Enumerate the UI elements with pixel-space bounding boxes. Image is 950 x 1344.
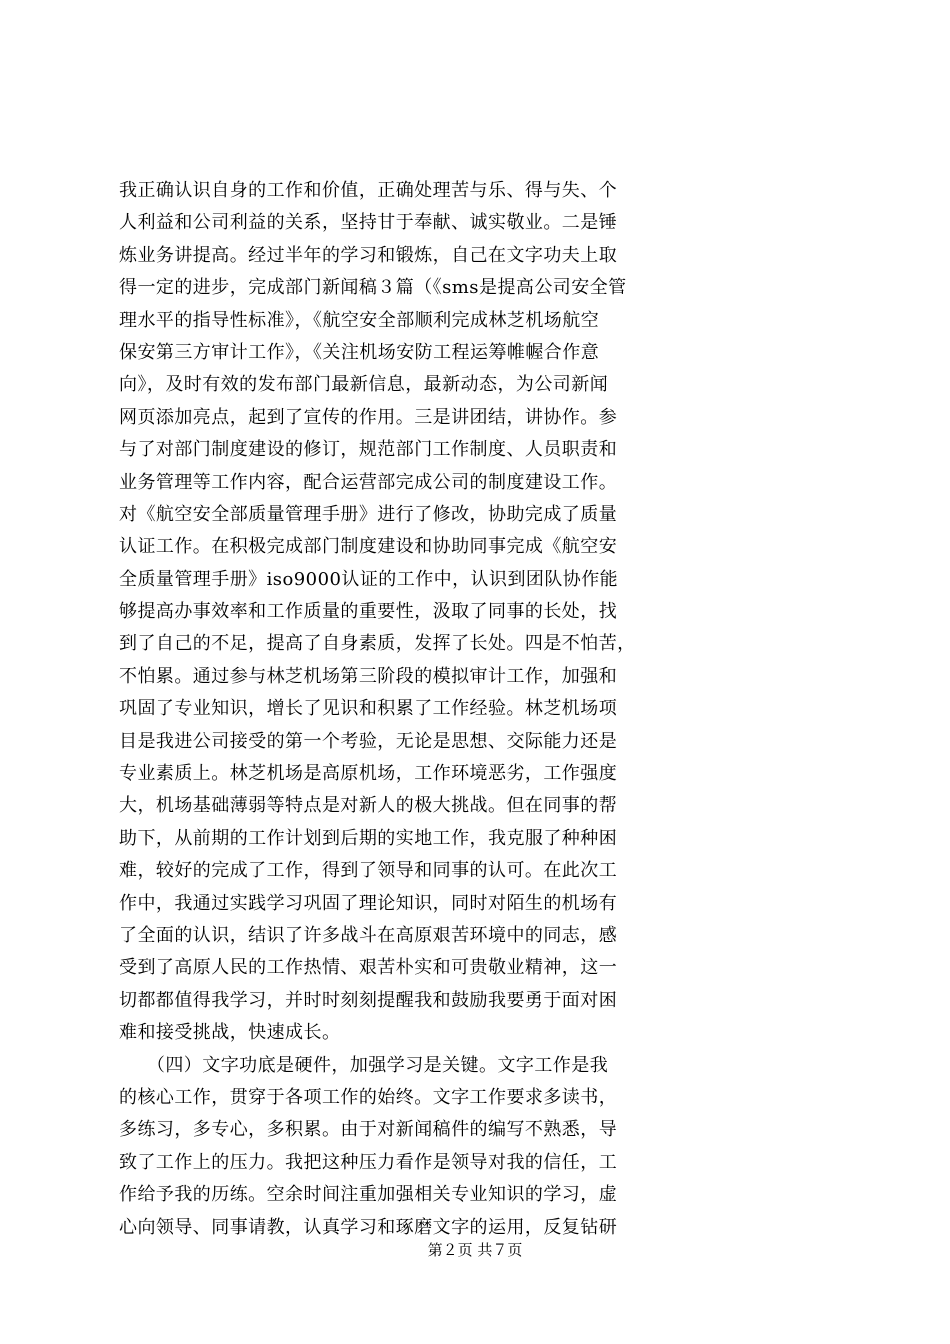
text-line: 理水平的指导性标准》，《航空安全部顺利完成林芝机场航空 [119,309,600,331]
text-line: 心向领导、同事请教，认真学习和琢磨文字的运用，反复钻研 [119,1216,618,1238]
text-line: 认证工作。在积极完成部门制度建设和协助同事完成《航空安 [119,536,618,558]
text-line: 致了工作上的压力。我把这种压力看作是领导对我的信任，工 [119,1151,618,1173]
text-line: 炼业务讲提高。经过半年的学习和锻炼，自己在文字功夫上取 [119,244,618,266]
text-line: 作给予我的历练。空余时间注重加强相关专业知识的学习，虚 [119,1184,618,1206]
text-line: 目是我进公司接受的第一个考验，无论是思想、交际能力还是 [119,730,618,752]
text-line: 切都都值得我学习，并时时刻刻提醒我和鼓励我要勇于面对困 [119,989,618,1011]
text-line: 不怕累。通过参与林芝机场第三阶段的模拟审计工作，加强和 [119,665,618,687]
text-line: 网页添加亮点，起到了宣传的作用。三是讲团结，讲协作。参 [119,406,618,428]
text-line: 向》，及时有效的发布部门最新信息，最新动态，为公司新闻 [119,374,609,396]
text-line: 巩固了专业知识，增长了见识和积累了工作经验。林芝机场项 [119,698,618,720]
text-line: 多练习，多专心，多积累。由于对新闻稿件的编写不熟悉，导 [119,1119,618,1141]
page-footer: 第２页 共７页 [427,1241,523,1259]
text-line: 对《航空安全部质量管理手册》进行了修改，协助完成了质量 [119,503,618,525]
text-line: 与了对部门制度建设的修订，规范部门工作制度、人员职责和 [119,439,618,461]
text-line: 业务管理等工作内容，配合运营部完成公司的制度建设工作。 [119,471,618,493]
text-line: （四）文字功底是硬件，加强学习是关键。文字工作是我 [119,1054,609,1076]
text-line: 我正确认识自身的工作和价值，正确处理苦与乐、得与失、个 [119,180,618,201]
text-line: 全质量管理手册》iso9000认证的工作中，认识到团队协作能 [119,568,619,590]
text-line: 作中，我通过实践学习巩固了理论知识，同时对陌生的机场有 [119,892,618,914]
text-line: 助下，从前期的工作计划到后期的实地工作，我克服了种种困 [119,827,618,849]
text-line: 保安第三方审计工作》，《关注机场安防工程运筹帷幄合作意 [119,341,600,363]
text-line: 受到了高原人民的工作热情、艰苦朴实和可贵敬业精神，这一 [119,957,618,979]
text-line: 得一定的进步，完成部门新闻稿３篇（《sms是提高公司安全管 [119,277,627,299]
text-line: 够提高办事效率和工作质量的重要性，汲取了同事的长处，找 [119,601,618,623]
text-line: 难，较好的完成了工作，得到了领导和同事的认可。在此次工 [119,860,618,882]
text-line: 到了自己的不足，提高了自身素质，发挥了长处。四是不怕苦， [119,633,636,655]
text-line: 了全面的认识，结识了许多战斗在高原艰苦环境中的同志，感 [119,924,618,946]
text-line: 人利益和公司利益的关系，坚持甘于奉献、诚实敬业。二是锤 [119,212,618,234]
text-line: 的核心工作，贯穿于各项工作的始终。文字工作要求多读书， [119,1086,618,1108]
text-line: 难和接受挑战，快速成长。 [119,1022,341,1044]
text-line: 大，机场基础薄弱等特点是对新人的极大挑战。但在同事的帮 [119,795,618,817]
body-text [119,175,839,1244]
text-line: 专业素质上。林芝机场是高原机场，工作环境恶劣，工作强度 [119,763,618,785]
